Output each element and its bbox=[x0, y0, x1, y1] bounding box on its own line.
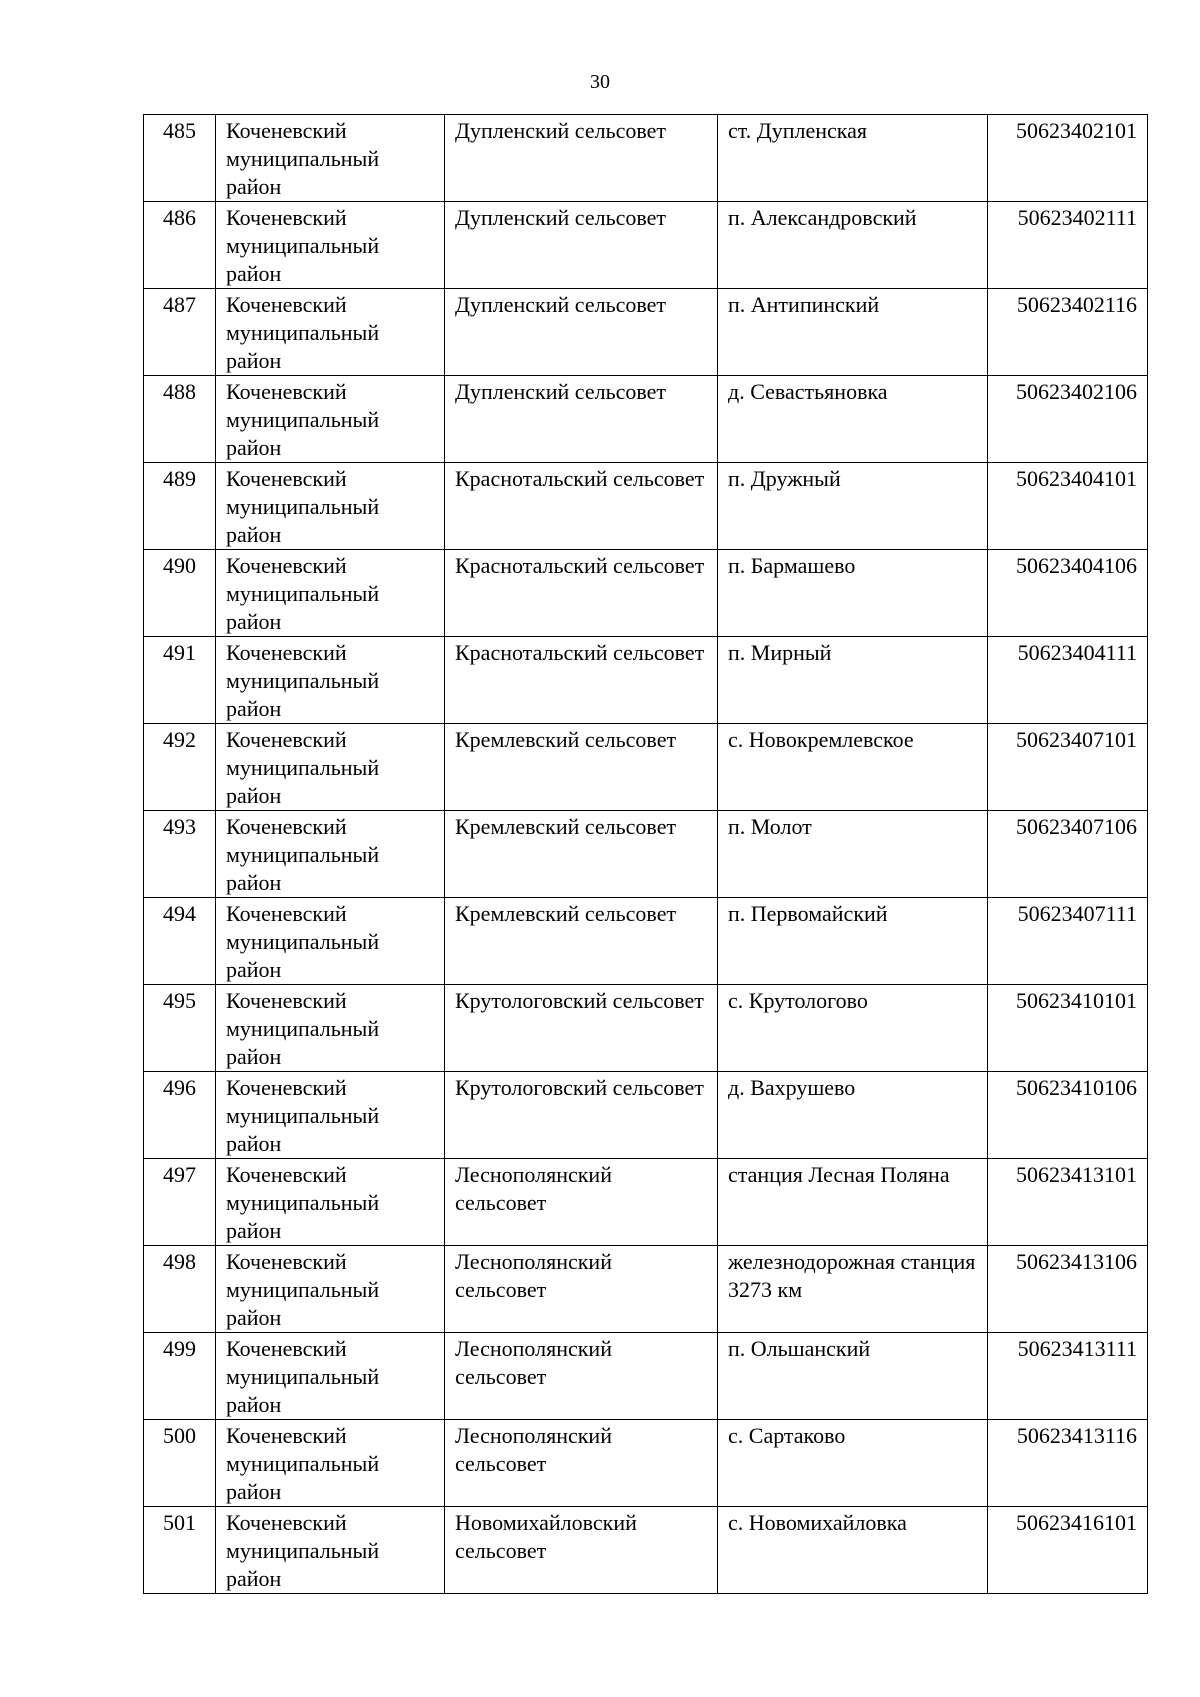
council-cell: Леснополянский сельсовет bbox=[445, 1333, 718, 1420]
settlement-cell: п. Бармашево bbox=[718, 550, 988, 637]
table-row bbox=[144, 1159, 1148, 1246]
settlement-cell: д. Вахрушево bbox=[718, 1072, 988, 1159]
oktmo-code-cell: 50623402116 bbox=[988, 289, 1148, 376]
settlement-cell: д. Севастьяновка bbox=[718, 376, 988, 463]
settlement-cell: с. Крутологово bbox=[718, 985, 988, 1072]
row-number: 488 bbox=[144, 376, 216, 463]
oktmo-code-cell: 50623413101 bbox=[988, 1159, 1148, 1246]
district-cell: Коченевский муниципальный район bbox=[216, 811, 445, 898]
settlement-cell: п. Антипинский bbox=[718, 289, 988, 376]
settlement-cell: п. Александровский bbox=[718, 202, 988, 289]
council-cell: Кремлевский сельсовет bbox=[445, 724, 718, 811]
settlement-cell: железнодорожная станция 3273 км bbox=[718, 1246, 988, 1333]
settlement-cell: с. Сартаково bbox=[718, 1420, 988, 1507]
council-cell: Крутологовский сельсовет bbox=[445, 985, 718, 1072]
council-cell: Краснотальский сельсовет bbox=[445, 550, 718, 637]
table-row bbox=[144, 1072, 1148, 1159]
oktmo-code-cell: 50623407111 bbox=[988, 898, 1148, 985]
district-cell: Коченевский муниципальный район bbox=[216, 376, 445, 463]
settlement-cell: п. Мирный bbox=[718, 637, 988, 724]
row-number: 500 bbox=[144, 1420, 216, 1507]
district-cell: Коченевский муниципальный район bbox=[216, 985, 445, 1072]
table-row bbox=[144, 289, 1148, 376]
oktmo-code-cell: 50623407106 bbox=[988, 811, 1148, 898]
table-row bbox=[144, 898, 1148, 985]
oktmo-code-cell: 50623404101 bbox=[988, 463, 1148, 550]
page-number: 30 bbox=[590, 71, 610, 93]
settlement-cell: п. Молот bbox=[718, 811, 988, 898]
district-cell: Коченевский муниципальный район bbox=[216, 463, 445, 550]
oktmo-code-cell: 50623404106 bbox=[988, 550, 1148, 637]
settlements-table bbox=[143, 114, 1148, 1594]
district-cell: Коченевский муниципальный район bbox=[216, 1333, 445, 1420]
district-cell: Коченевский муниципальный район bbox=[216, 202, 445, 289]
settlement-cell: п. Первомайский bbox=[718, 898, 988, 985]
row-number: 493 bbox=[144, 811, 216, 898]
district-cell: Коченевский муниципальный район bbox=[216, 289, 445, 376]
district-cell: Коченевский муниципальный район bbox=[216, 1159, 445, 1246]
row-number: 489 bbox=[144, 463, 216, 550]
table-row bbox=[144, 115, 1148, 202]
row-number: 501 bbox=[144, 1507, 216, 1594]
settlement-cell: с. Новокремлевское bbox=[718, 724, 988, 811]
row-number: 490 bbox=[144, 550, 216, 637]
settlement-cell: п. Дружный bbox=[718, 463, 988, 550]
district-cell: Коченевский муниципальный район bbox=[216, 1072, 445, 1159]
oktmo-code-cell: 50623402106 bbox=[988, 376, 1148, 463]
settlement-cell: ст. Дупленская bbox=[718, 115, 988, 202]
council-cell: Кремлевский сельсовет bbox=[445, 898, 718, 985]
settlement-cell: п. Ольшанский bbox=[718, 1333, 988, 1420]
table-row bbox=[144, 550, 1148, 637]
district-cell: Коченевский муниципальный район bbox=[216, 1246, 445, 1333]
row-number: 487 bbox=[144, 289, 216, 376]
oktmo-code-cell: 50623402101 bbox=[988, 115, 1148, 202]
row-number: 498 bbox=[144, 1246, 216, 1333]
district-cell: Коченевский муниципальный район bbox=[216, 898, 445, 985]
table-row bbox=[144, 985, 1148, 1072]
district-cell: Коченевский муниципальный район bbox=[216, 115, 445, 202]
district-cell: Коченевский муниципальный район bbox=[216, 637, 445, 724]
oktmo-code-cell: 50623410106 bbox=[988, 1072, 1148, 1159]
oktmo-code-cell: 50623404111 bbox=[988, 637, 1148, 724]
table-row bbox=[144, 1333, 1148, 1420]
table-row bbox=[144, 376, 1148, 463]
council-cell: Леснополянский сельсовет bbox=[445, 1246, 718, 1333]
council-cell: Дупленский сельсовет bbox=[445, 289, 718, 376]
settlement-cell: с. Новомихайловка bbox=[718, 1507, 988, 1594]
oktmo-code-cell: 50623413106 bbox=[988, 1246, 1148, 1333]
row-number: 486 bbox=[144, 202, 216, 289]
council-cell: Крутологовский сельсовет bbox=[445, 1072, 718, 1159]
row-number: 494 bbox=[144, 898, 216, 985]
table-row bbox=[144, 463, 1148, 550]
oktmo-code-cell: 50623410101 bbox=[988, 985, 1148, 1072]
row-number: 492 bbox=[144, 724, 216, 811]
row-number: 491 bbox=[144, 637, 216, 724]
council-cell: Дупленский сельсовет bbox=[445, 202, 718, 289]
row-number: 496 bbox=[144, 1072, 216, 1159]
table-row bbox=[144, 1507, 1148, 1594]
district-cell: Коченевский муниципальный район bbox=[216, 1420, 445, 1507]
council-cell: Дупленский сельсовет bbox=[445, 376, 718, 463]
table-row bbox=[144, 202, 1148, 289]
row-number: 485 bbox=[144, 115, 216, 202]
row-number: 497 bbox=[144, 1159, 216, 1246]
district-cell: Коченевский муниципальный район bbox=[216, 1507, 445, 1594]
district-cell: Коченевский муниципальный район bbox=[216, 724, 445, 811]
council-cell: Краснотальский сельсовет bbox=[445, 463, 718, 550]
row-number: 499 bbox=[144, 1333, 216, 1420]
oktmo-code-cell: 50623407101 bbox=[988, 724, 1148, 811]
oktmo-code-cell: 50623402111 bbox=[988, 202, 1148, 289]
council-cell: Новомихайловский сельсовет bbox=[445, 1507, 718, 1594]
council-cell: Леснополянский сельсовет bbox=[445, 1420, 718, 1507]
table-row bbox=[144, 637, 1148, 724]
council-cell: Леснополянский сельсовет bbox=[445, 1159, 718, 1246]
table-row bbox=[144, 1246, 1148, 1333]
settlement-cell: станция Лесная Поляна bbox=[718, 1159, 988, 1246]
oktmo-code-cell: 50623413116 bbox=[988, 1420, 1148, 1507]
table-row bbox=[144, 811, 1148, 898]
district-cell: Коченевский муниципальный район bbox=[216, 550, 445, 637]
table-row bbox=[144, 1420, 1148, 1507]
council-cell: Кремлевский сельсовет bbox=[445, 811, 718, 898]
row-number: 495 bbox=[144, 985, 216, 1072]
council-cell: Дупленский сельсовет bbox=[445, 115, 718, 202]
oktmo-code-cell: 50623413111 bbox=[988, 1333, 1148, 1420]
oktmo-code-cell: 50623416101 bbox=[988, 1507, 1148, 1594]
table-body bbox=[144, 115, 1148, 1594]
table-row bbox=[144, 724, 1148, 811]
council-cell: Краснотальский сельсовет bbox=[445, 637, 718, 724]
